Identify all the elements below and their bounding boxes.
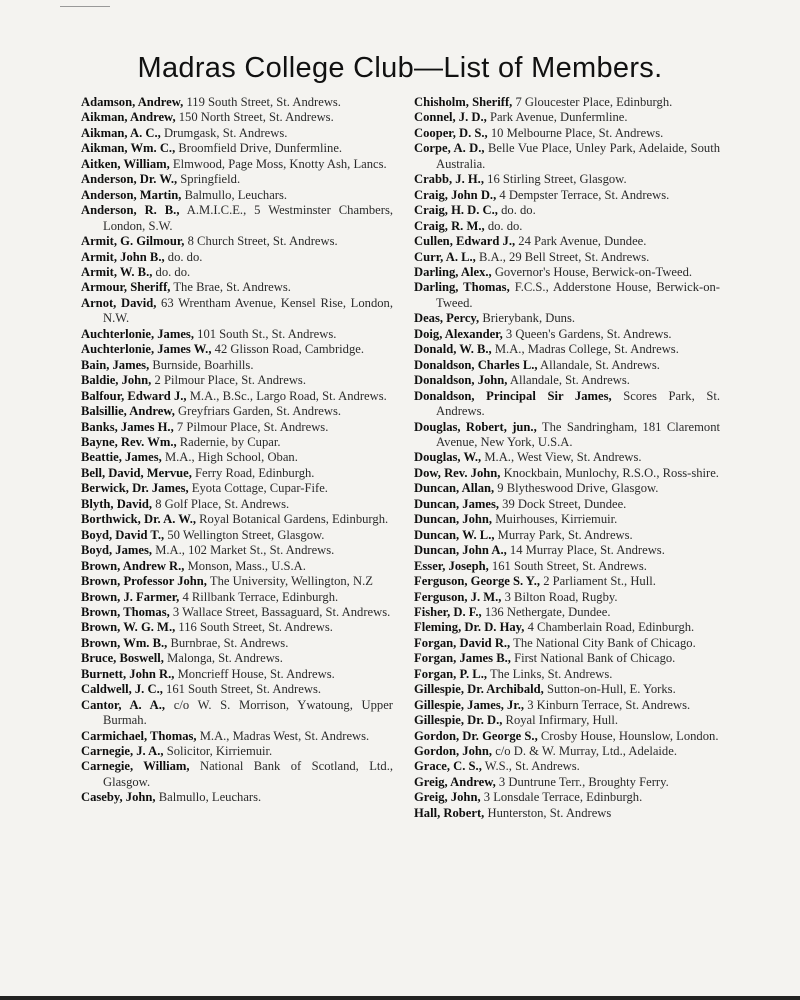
member-name: Aitken, William, xyxy=(81,156,170,171)
member-entry xyxy=(81,342,393,357)
member-name: Darling, Alex., xyxy=(414,264,492,279)
member-entry xyxy=(414,265,720,280)
member-name: Aikman, Wm. C., xyxy=(81,141,176,156)
member-entry xyxy=(81,667,393,682)
member-name: Arnot, David, xyxy=(81,295,157,310)
member-address: The University, Wellington, N.Z xyxy=(209,574,373,589)
member-address: Moncrieff House, St. Andrews. xyxy=(177,666,335,681)
member-address: Greyfriars Garden, St. Andrews. xyxy=(178,404,342,419)
member-address: The Links, St. Andrews. xyxy=(489,666,613,681)
member-entry xyxy=(414,389,720,420)
member-name: Esser, Joseph, xyxy=(414,558,489,573)
member-entry xyxy=(414,590,720,605)
member-entry xyxy=(414,358,720,373)
member-address: B.A., 29 Bell Street, St. Andrews. xyxy=(478,249,650,264)
member-entry xyxy=(81,744,393,759)
member-name: Fleming, Dr. D. Hay, xyxy=(414,620,525,635)
member-entry xyxy=(414,574,720,589)
member-address: W.S., St. Andrews. xyxy=(484,759,580,774)
member-entry xyxy=(414,280,720,311)
member-address: Murray Park, St. Andrews. xyxy=(497,527,633,542)
member-address: M.A., High School, Oban. xyxy=(164,450,298,465)
member-name: Duncan, John A., xyxy=(414,543,507,558)
member-name: Anderson, Martin, xyxy=(81,187,182,202)
member-entry xyxy=(81,157,393,172)
member-address: Knockbain, Munlochy, R.S.O., Ross-shire. xyxy=(503,465,719,480)
member-name: Brown, Andrew R., xyxy=(81,558,185,573)
member-address: Hunterston, St. Andrews xyxy=(487,805,612,820)
member-entry xyxy=(414,420,720,451)
member-entry xyxy=(81,512,393,527)
member-name: Forgan, James B., xyxy=(414,651,511,666)
member-entry xyxy=(81,682,393,697)
member-entry xyxy=(414,95,720,110)
member-name: Greig, John, xyxy=(414,790,481,805)
member-address: Royal Botanical Gardens, Edinburgh. xyxy=(199,512,389,527)
member-name: Bell, David, Mervue, xyxy=(81,465,192,480)
member-entry xyxy=(414,219,720,234)
member-address: 3 Wallace Street, Bassaguard, St. Andrews. xyxy=(172,604,391,619)
member-address: National Bank of Scotland, Ltd., Glasgow. xyxy=(103,759,394,789)
member-entry xyxy=(414,373,720,388)
member-address: Solicitor, Kirriemuir. xyxy=(166,744,273,759)
member-entry xyxy=(414,450,720,465)
member-entry xyxy=(414,620,720,635)
member-address: 39 Dock Street, Dundee. xyxy=(502,496,627,511)
member-address: 101 South St., St. Andrews. xyxy=(197,326,337,341)
member-name: Gordon, Dr. George S., xyxy=(414,728,538,743)
member-entry xyxy=(81,790,393,805)
member-name: Carnegie, William, xyxy=(81,759,190,774)
member-name: Carnegie, J. A., xyxy=(81,744,164,759)
member-name: Cullen, Edward J., xyxy=(414,234,516,249)
member-entry xyxy=(81,188,393,203)
member-name: Forgan, P. L., xyxy=(414,666,488,681)
member-address: Balmullo, Leuchars. xyxy=(158,790,262,805)
member-name: Hall, Robert, xyxy=(414,805,485,820)
member-address: 3 Kinburn Terrace, St. Andrews. xyxy=(527,697,691,712)
member-entry xyxy=(414,682,720,697)
member-name: Balfour, Edward J., xyxy=(81,388,187,403)
member-name: Armour, Sheriff, xyxy=(81,280,171,295)
member-name: Aikman, A. C., xyxy=(81,125,161,140)
member-address: 2 Pilmour Place, St. Andrews. xyxy=(154,373,306,388)
member-address: 8 Golf Place, St. Andrews. xyxy=(155,496,290,511)
member-address: Broomfield Drive, Dunfermline. xyxy=(178,141,343,156)
member-entry xyxy=(81,327,393,342)
member-entry xyxy=(414,744,720,759)
member-name: Duncan, James, xyxy=(414,496,500,511)
member-entry xyxy=(414,605,720,620)
member-name: Grace, C. S., xyxy=(414,759,482,774)
member-entry xyxy=(414,775,720,790)
member-entry xyxy=(81,729,393,744)
page-edge xyxy=(0,996,800,1000)
member-name: Armit, John B., xyxy=(81,249,165,264)
member-entry xyxy=(81,172,393,187)
member-address: Drumgask, St. Andrews. xyxy=(163,125,288,140)
member-address: do. do. xyxy=(501,203,536,218)
member-entry xyxy=(81,620,393,635)
member-name: Gillespie, Dr. Archibald, xyxy=(414,682,544,697)
member-name: Donald, W. B., xyxy=(414,342,492,357)
member-name: Auchterlonie, James, xyxy=(81,326,194,341)
member-address: Governor's House, Berwick-on-Tweed. xyxy=(494,264,693,279)
member-entry xyxy=(414,729,720,744)
member-address: Balmullo, Leuchars. xyxy=(184,187,288,202)
member-entry xyxy=(414,559,720,574)
member-address: 24 Park Avenue, Dundee. xyxy=(518,234,647,249)
member-name: Crabb, J. H., xyxy=(414,172,484,187)
member-name: Boyd, David T., xyxy=(81,527,165,542)
member-entry xyxy=(81,497,393,512)
member-address: M.A., Madras College, St. Andrews. xyxy=(494,342,679,357)
member-entry xyxy=(414,481,720,496)
member-address: Park Avenue, Dunfermline. xyxy=(489,110,628,125)
member-entry xyxy=(81,450,393,465)
member-entry xyxy=(81,141,393,156)
member-entry xyxy=(81,435,393,450)
member-entry xyxy=(81,605,393,620)
member-name: Cooper, D. S., xyxy=(414,125,488,140)
member-name: Blyth, David, xyxy=(81,496,153,511)
member-entry xyxy=(414,126,720,141)
member-entry xyxy=(81,559,393,574)
member-entry xyxy=(81,110,393,125)
member-address: 116 South Street, St. Andrews. xyxy=(178,620,333,635)
member-name: Duncan, W. L., xyxy=(414,527,495,542)
member-name: Boyd, James, xyxy=(81,543,153,558)
member-entry xyxy=(414,790,720,805)
member-entry xyxy=(81,574,393,589)
member-entry xyxy=(414,667,720,682)
member-address: Radernie, by Cupar. xyxy=(179,434,281,449)
member-address: Muirhouses, Kirriemuir. xyxy=(495,512,618,527)
member-name: Auchterlonie, James W., xyxy=(81,342,212,357)
member-name: Aikman, Andrew, xyxy=(81,110,176,125)
member-name: Brown, Professor John, xyxy=(81,574,207,589)
members-column-left xyxy=(81,95,393,806)
member-name: Curr, A. L., xyxy=(414,249,476,264)
member-name: Armit, W. B., xyxy=(81,264,153,279)
member-entry xyxy=(414,141,720,172)
member-name: Beattie, James, xyxy=(81,450,162,465)
member-entry xyxy=(414,543,720,558)
member-address: 42 Glisson Road, Cambridge. xyxy=(214,342,365,357)
member-entry xyxy=(81,203,393,234)
member-address: 50 Wellington Street, Glasgow. xyxy=(167,527,325,542)
member-address: Brierybank, Duns. xyxy=(482,311,576,326)
member-entry xyxy=(414,110,720,125)
scan-mark xyxy=(60,6,110,7)
member-address: 7 Gloucester Place, Edinburgh. xyxy=(515,95,673,109)
member-address: 3 Duntrune Terr., Broughty Ferry. xyxy=(498,774,669,789)
member-entry xyxy=(414,203,720,218)
member-name: Brown, Thomas, xyxy=(81,604,170,619)
member-address: 161 South Street, St. Andrews. xyxy=(166,682,321,697)
member-address: 3 Bilton Road, Rugby. xyxy=(504,589,618,604)
member-name: Brown, W. G. M., xyxy=(81,620,176,635)
member-name: Bruce, Boswell, xyxy=(81,651,164,666)
member-name: Duncan, Allan, xyxy=(414,481,495,496)
member-name: Balsillie, Andrew, xyxy=(81,404,175,419)
member-entry xyxy=(414,636,720,651)
member-address: c/o W. S. Morrison, Ywatoung, Upper Burmah. xyxy=(103,697,393,728)
member-name: Connel, J. D., xyxy=(414,110,487,125)
member-name: Burnett, John R., xyxy=(81,666,175,681)
member-address: 4 Chamberlain Road, Edinburgh. xyxy=(527,620,695,635)
member-entry xyxy=(414,528,720,543)
member-address: F.C.S., Adderstone House, Berwick-on-Tweed. xyxy=(436,280,720,310)
member-address: 150 North Street, St. Andrews. xyxy=(178,110,334,125)
member-address: M.A., 102 Market St., St. Andrews. xyxy=(155,543,335,558)
member-name: Ferguson, J. M., xyxy=(414,589,502,604)
member-name: Craig, H. D. C., xyxy=(414,203,498,218)
member-name: Caldwell, J. C., xyxy=(81,682,163,697)
member-address: Elmwood, Page Moss, Knotty Ash, Lancs. xyxy=(172,156,387,171)
member-name: Donaldson, Principal Sir James, xyxy=(414,388,612,403)
member-entry xyxy=(414,698,720,713)
member-address: c/o D. & W. Murray, Ltd., Adelaide. xyxy=(495,744,677,759)
member-entry xyxy=(414,342,720,357)
member-address: Belle Vue Place, Unley Park, Adelaide, South Australia. xyxy=(436,141,720,171)
member-entry xyxy=(81,265,393,280)
member-name: Carmichael, Thomas, xyxy=(81,728,197,743)
member-name: Greig, Andrew, xyxy=(414,774,496,789)
member-entry xyxy=(414,713,720,728)
member-name: Donaldson, Charles L., xyxy=(414,357,538,372)
member-name: Darling, Thomas, xyxy=(414,280,510,295)
member-entry xyxy=(81,651,393,666)
member-entry xyxy=(414,759,720,774)
member-name: Donaldson, John, xyxy=(414,373,508,388)
member-address: Crosby House, Hounslow, London. xyxy=(540,728,719,743)
member-entry xyxy=(81,373,393,388)
member-address: M.A., West View, St. Andrews. xyxy=(484,450,642,465)
member-address: Burnside, Boarhills. xyxy=(152,357,254,372)
member-address: Royal Infirmary, Hull. xyxy=(505,713,619,728)
member-entry xyxy=(414,250,720,265)
member-address: 10 Melbourne Place, St. Andrews. xyxy=(490,125,664,140)
member-entry xyxy=(81,420,393,435)
member-name: Fisher, D. F., xyxy=(414,604,482,619)
member-entry xyxy=(81,481,393,496)
member-name: Chisholm, Sheriff, xyxy=(414,95,513,109)
member-name: Banks, James H., xyxy=(81,419,174,434)
member-entry xyxy=(81,389,393,404)
member-name: Adamson, Andrew, xyxy=(81,95,184,109)
member-address: Scores Park, St. Andrews. xyxy=(436,388,720,419)
member-entry xyxy=(414,172,720,187)
member-address: Sutton-on-Hull, E. Yorks. xyxy=(546,682,676,697)
members-column-right xyxy=(414,95,720,821)
member-entry xyxy=(414,497,720,512)
member-address: Monson, Mass., U.S.A. xyxy=(187,558,306,573)
member-entry xyxy=(81,404,393,419)
member-address: Ferry Road, Edinburgh. xyxy=(195,465,315,480)
member-address: Eyota Cottage, Cupar-Fife. xyxy=(191,481,328,496)
member-entry xyxy=(414,512,720,527)
member-address: The Sandringham, 181 Claremont Avenue, New York, U.S.A. xyxy=(436,419,720,449)
member-address: 8 Church Street, St. Andrews. xyxy=(187,234,338,249)
member-name: Douglas, Robert, jun., xyxy=(414,419,537,434)
member-entry xyxy=(414,651,720,666)
member-name: Brown, Wm. B., xyxy=(81,635,168,650)
member-entry xyxy=(81,126,393,141)
member-name: Caseby, John, xyxy=(81,790,156,805)
member-address: 7 Pilmour Place, St. Andrews. xyxy=(176,419,329,434)
member-address: Allandale, St. Andrews. xyxy=(509,373,630,388)
member-address: First National Bank of Chicago. xyxy=(514,651,676,666)
member-address: A.M.I.C.E., 5 Westminster Chambers, London, S.W. xyxy=(103,203,393,233)
member-address: The National City Bank of Chicago. xyxy=(513,635,696,650)
member-name: Craig, John D., xyxy=(414,187,497,202)
member-address: 2 Parliament St., Hull. xyxy=(543,574,656,589)
member-name: Gordon, John, xyxy=(414,744,493,759)
member-name: Berwick, Dr. James, xyxy=(81,481,189,496)
member-name: Gillespie, James, Jr., xyxy=(414,697,525,712)
member-entry xyxy=(81,528,393,543)
member-name: Doig, Alexander, xyxy=(414,326,503,341)
member-address: 3 Lonsdale Terrace, Edinburgh. xyxy=(483,790,643,805)
member-address: 3 Queen's Gardens, St. Andrews. xyxy=(505,326,672,341)
member-name: Douglas, W., xyxy=(414,450,482,465)
member-address: 119 South Street, St. Andrews. xyxy=(186,95,341,109)
member-address: 136 Nethergate, Dundee. xyxy=(484,604,611,619)
member-name: Armit, G. Gilmour, xyxy=(81,234,185,249)
member-entry xyxy=(414,466,720,481)
member-address: M.A., B.Sc., Largo Road, St. Andrews. xyxy=(189,388,387,403)
page-title: Madras College Club—List of Members. xyxy=(137,52,663,84)
member-name: Craig, R. M., xyxy=(414,218,485,233)
member-entry xyxy=(81,234,393,249)
member-entry xyxy=(414,234,720,249)
member-name: Corpe, A. D., xyxy=(414,141,485,156)
member-name: Cantor, A. A., xyxy=(81,697,166,712)
member-name: Baldie, John, xyxy=(81,373,152,388)
member-name: Forgan, David R., xyxy=(414,635,511,650)
member-name: Gillespie, Dr. D., xyxy=(414,713,503,728)
member-address: Malonga, St. Andrews. xyxy=(167,651,283,666)
member-name: Borthwick, Dr. A. W., xyxy=(81,512,196,527)
member-entry xyxy=(81,759,393,790)
member-address: The Brae, St. Andrews. xyxy=(173,280,291,295)
member-entry xyxy=(81,543,393,558)
member-address: 9 Blytheswood Drive, Glasgow. xyxy=(497,481,659,496)
member-address: 161 South Street, St. Andrews. xyxy=(491,558,647,573)
member-entry xyxy=(81,296,393,327)
member-address: 63 Wrentham Avenue, Kensel Rise, London, N.W. xyxy=(103,295,393,326)
member-address: 4 Rillbank Terrace, Edinburgh. xyxy=(182,589,339,604)
member-address: do. do. xyxy=(167,249,203,264)
member-entry xyxy=(414,311,720,326)
member-address: 4 Dempster Terrace, St. Andrews. xyxy=(499,187,670,202)
member-entry xyxy=(81,280,393,295)
member-name: Bain, James, xyxy=(81,357,150,372)
member-entry xyxy=(81,636,393,651)
member-entry xyxy=(81,250,393,265)
member-entry xyxy=(81,590,393,605)
member-address: Allandale, St. Andrews. xyxy=(539,357,660,372)
member-address: 14 Murray Place, St. Andrews. xyxy=(509,543,665,558)
member-entry xyxy=(414,188,720,203)
member-name: Ferguson, George S. Y., xyxy=(414,574,541,589)
member-address: 16 Stirling Street, Glasgow. xyxy=(487,172,627,187)
member-address: Springfield. xyxy=(180,172,241,187)
member-name: Anderson, R. B., xyxy=(81,203,180,218)
member-name: Duncan, John, xyxy=(414,512,493,527)
member-address: do. do. xyxy=(155,264,191,279)
member-entry xyxy=(414,806,720,821)
member-name: Anderson, Dr. W., xyxy=(81,172,178,187)
member-name: Deas, Percy, xyxy=(414,311,480,326)
member-address: do. do. xyxy=(487,218,523,233)
member-entry xyxy=(81,358,393,373)
member-entry xyxy=(414,327,720,342)
member-entry xyxy=(81,698,393,729)
member-name: Brown, J. Farmer, xyxy=(81,589,180,604)
member-name: Dow, Rev. John, xyxy=(414,465,501,480)
member-address: Burnbrae, St. Andrews. xyxy=(170,635,289,650)
member-entry xyxy=(81,466,393,481)
member-name: Bayne, Rev. Wm., xyxy=(81,434,177,449)
member-address: M.A., Madras West, St. Andrews. xyxy=(199,728,370,743)
member-entry xyxy=(81,95,393,110)
